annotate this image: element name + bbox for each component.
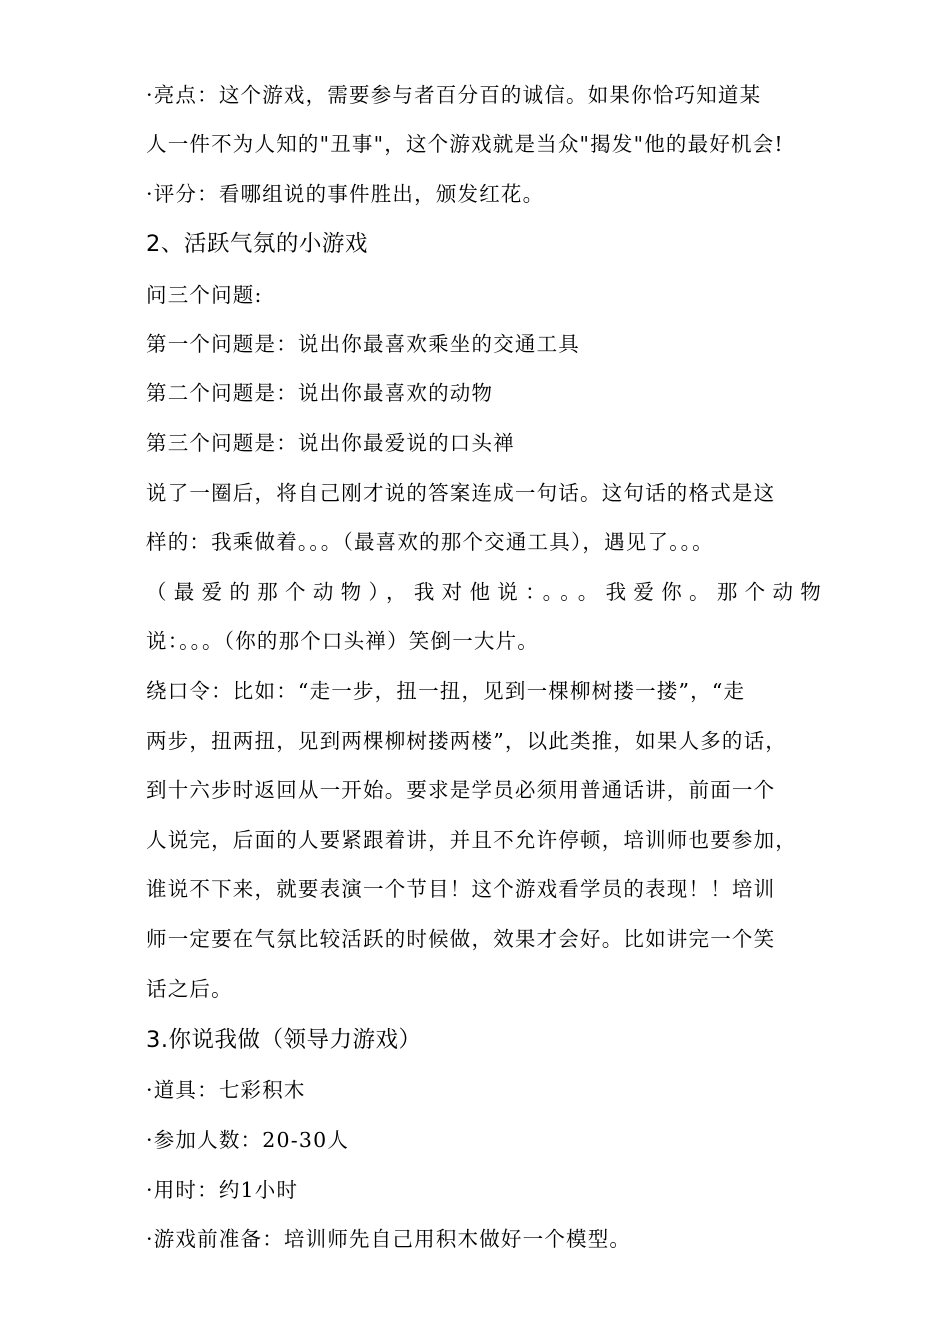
question-2: 第二个问题是：说出你最喜欢的动物 xyxy=(146,381,494,405)
props-line: ·道具：七彩积木 xyxy=(146,1078,306,1102)
duration-line: ·用时：约1小时 xyxy=(146,1178,299,1202)
prep-line: ·游戏前准备：培训师先自己用积木做好一个模型。 xyxy=(146,1227,632,1251)
paragraph-2-line-5: 谁说不下来，就要表演一个节目！这个游戏看学员的表现！！培训 xyxy=(146,877,776,901)
paragraph-2-line-7: 话之后。 xyxy=(146,977,233,1001)
score-line: ·评分：看哪组说的事件胜出，颁发红花。 xyxy=(146,182,545,206)
paragraph-1-line-1: 说了一圈后，将自己刚才说的答案连成一句话。这句话的格式是这 xyxy=(146,481,776,505)
section-3-heading: 3.你说我做（领导力游戏） xyxy=(146,1027,422,1053)
question-1: 第一个问题是：说出你最喜欢乘坐的交通工具 xyxy=(146,332,580,356)
paragraph-1-line-4: 说：。。。（你的那个口头禅）笑倒一大片。 xyxy=(146,629,539,653)
section-2-heading: 2、活跃气氛的小游戏 xyxy=(146,231,368,257)
paragraph-2-line-6: 师一定要在气氛比较活跃的时候做，效果才会好。比如讲完一个笑 xyxy=(146,927,776,951)
paragraph-2-line-4: 人说完，后面的人要紧跟着讲，并且不允许停顿，培训师也要参加， xyxy=(146,828,797,852)
participants-line: ·参加人数：20-30人 xyxy=(146,1128,350,1152)
highlight-line-1: ·亮点：这个游戏，需要参与者百分百的诚信。如果你恰巧知道某 xyxy=(146,83,762,107)
paragraph-2-line-1: 绕口令：比如：“走一步，扭一扭，见到一棵柳树搂一搂”，“走 xyxy=(146,679,746,703)
paragraph-1-line-2: 样的：我乘做着。。。（最喜欢的那个交通工具），遇见了。。。 xyxy=(146,530,714,554)
question-3: 第三个问题是：说出你最爱说的口头禅 xyxy=(146,431,515,455)
questions-intro: 问三个问题: xyxy=(146,283,263,307)
highlight-line-2: 人一件不为人知的"丑事"，这个游戏就是当众"揭发"他的最好机会! xyxy=(146,132,784,156)
paragraph-1-line-3: （最爱的那个动物），我对他说：。。。我爱你。那个动物 xyxy=(146,580,822,604)
paragraph-2-line-3: 到十六步时返回从一开始。要求是学员必须用普通话讲，前面一个 xyxy=(146,778,776,802)
paragraph-2-line-2: 两步，扭两扭，见到两棵柳树搂两楼”，以此类推，如果人多的话， xyxy=(146,729,787,753)
